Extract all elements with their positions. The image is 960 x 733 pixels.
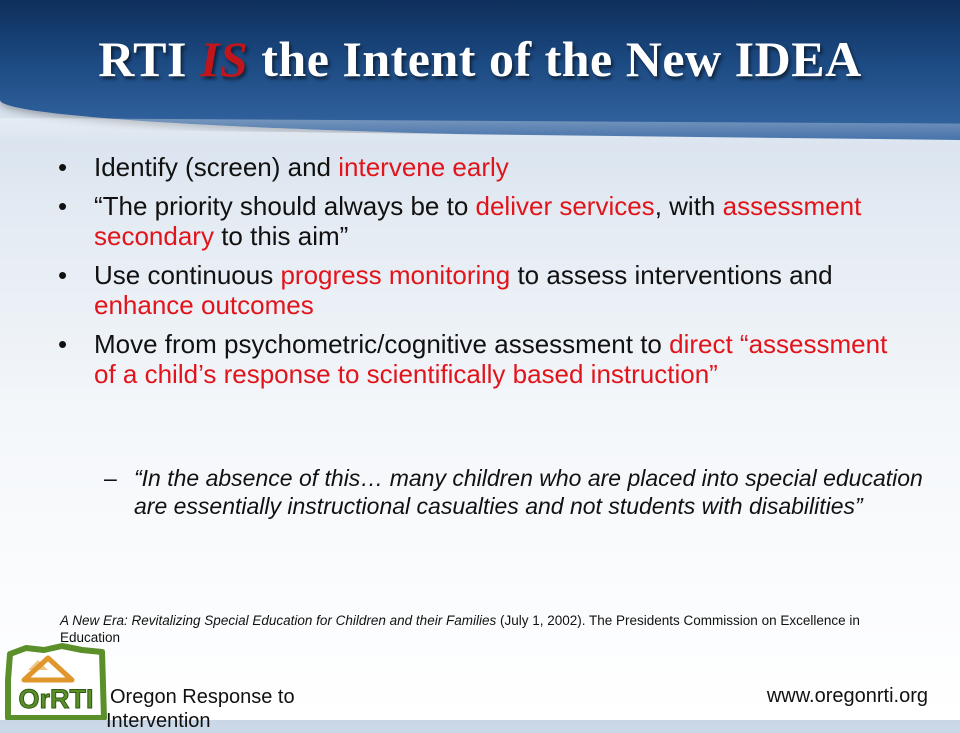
bullet-text: “The priority should always be to	[94, 191, 476, 221]
sub-bullet-dash: –	[104, 465, 117, 491]
bullet-text: Identify (screen) and	[94, 152, 339, 182]
bullet-text: Use continuous	[94, 260, 281, 290]
citation	[60, 612, 860, 646]
bullet-item	[58, 152, 908, 182]
bullet-highlight: direct “assessment of a child’s response to scientifically based instruction”	[94, 329, 888, 389]
citation-details: (July 1, 2002). The Presidents Commission on Excellence in Education	[60, 613, 860, 645]
bullet-text: Move from psychometric/cognitive assessment to	[94, 329, 670, 359]
oregon-rti-logo	[4, 640, 108, 720]
bullet-highlight: progress monitoring	[280, 260, 511, 290]
title-emphasis: IS	[199, 31, 249, 87]
slide-title	[0, 30, 960, 88]
bullet-text: to assess interventions and	[510, 260, 833, 290]
bullet-text: to this aim”	[213, 221, 349, 251]
bullet-highlight: intervene early	[338, 152, 509, 182]
title-part-1: RTI	[98, 31, 200, 87]
bullet-list	[58, 152, 908, 398]
citation-title: A New Era: Revitalizing Special Education for Children and their Families	[60, 613, 497, 628]
title-part-2: the Intent of the New IDEA	[248, 31, 862, 87]
bullet-item	[58, 191, 908, 251]
bullet-item	[58, 329, 908, 389]
sub-bullet-quote	[104, 464, 934, 520]
bullet-item	[58, 260, 908, 320]
footer-org-line-1: Oregon Response to	[110, 686, 295, 708]
footer-organization	[106, 685, 295, 732]
footer-org-line-2: Intervention	[106, 710, 211, 732]
bullet-highlight: assessment secondary	[94, 191, 862, 251]
footer-website: www.oregonrti.org	[766, 685, 928, 707]
bullet-highlight: enhance outcomes	[94, 290, 314, 320]
bullet-highlight: deliver services	[475, 191, 655, 221]
logo-text: OrRTI	[18, 684, 94, 714]
bullet-text: , with	[654, 191, 723, 221]
quote-text: “In the absence of this… many children who are placed into special education are essentially instructional casualties and not students with disabilities”	[134, 465, 923, 519]
